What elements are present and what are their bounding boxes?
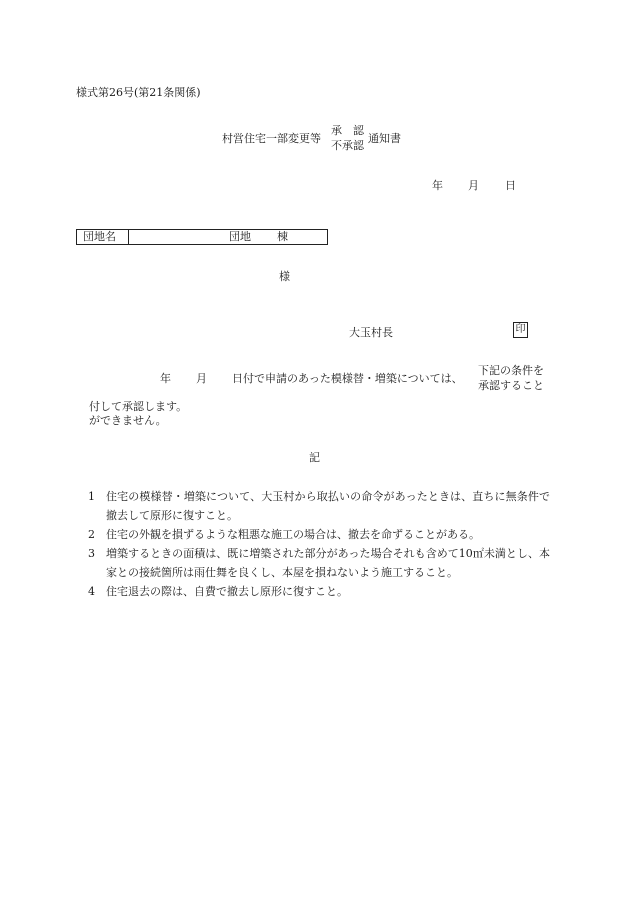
condition-number: 3 [88, 547, 95, 560]
body-main-text: 日付で申請のあった模様替・増築については、 [232, 372, 463, 385]
estate-danchi-label: 団地 [229, 230, 251, 243]
date-day-label: 日 [505, 179, 516, 192]
condition-item [88, 525, 550, 544]
condition-text: 住宅の外観を損ずるような粗悪な施工の場合は、撤去を命ずることがある。 [106, 528, 480, 541]
body-month-label: 月 [196, 372, 207, 385]
body-tail-disapprove: ができません。 [89, 414, 167, 427]
estate-name-field [129, 230, 327, 244]
condition-text: 住宅退去の際は、自費で撤去し原形に復すこと。 [106, 585, 348, 598]
date-month-label: 月 [468, 179, 479, 192]
condition-item [88, 487, 550, 525]
body-tail-approve: 付して承認します。 [89, 400, 188, 413]
title-main: 村営住宅一部変更等 [222, 132, 321, 145]
condition-number: 2 [88, 528, 95, 541]
body-approval-choice [478, 363, 544, 393]
estate-name-table [76, 229, 328, 245]
condition-number: 4 [88, 585, 95, 598]
condition-number: 1 [88, 490, 95, 503]
body-year-label: 年 [160, 372, 171, 385]
form-number: 様式第26号(第21条関係) [76, 86, 201, 99]
condition-text: 増築するときの面積は、既に増築された部分があった場合それも含めて10㎡未満とし、本家との接続箇所は雨仕舞を良くし、本屋を損ねないよう施工すること。 [106, 547, 550, 579]
condition-item [88, 582, 550, 601]
title-suffix: 通知書 [368, 132, 401, 145]
title-disapprove: 不承認 [331, 139, 364, 152]
condition-item [88, 544, 550, 582]
estate-name-label: 団地名 [77, 230, 129, 244]
conditions-list [88, 487, 550, 601]
addressee-honorific: 様 [279, 270, 290, 283]
estate-building-label: 棟 [277, 230, 288, 243]
issuer-name: 大玉村長 [349, 326, 393, 339]
condition-text: 住宅の模様替・増築について、大玉村から取払いの命令があったときは、直ちに無条件で撤去して原形に復すこと。 [106, 490, 550, 522]
ki-heading: 記 [309, 451, 320, 464]
body-disapprove-text: 承認すること [478, 379, 544, 392]
seal-mark: 印 [513, 322, 528, 338]
body-approve-text: 下記の条件を [478, 364, 544, 377]
title-approval-choice [331, 123, 364, 153]
date-year-label: 年 [432, 179, 443, 192]
title-approve: 承 認 [331, 124, 364, 137]
